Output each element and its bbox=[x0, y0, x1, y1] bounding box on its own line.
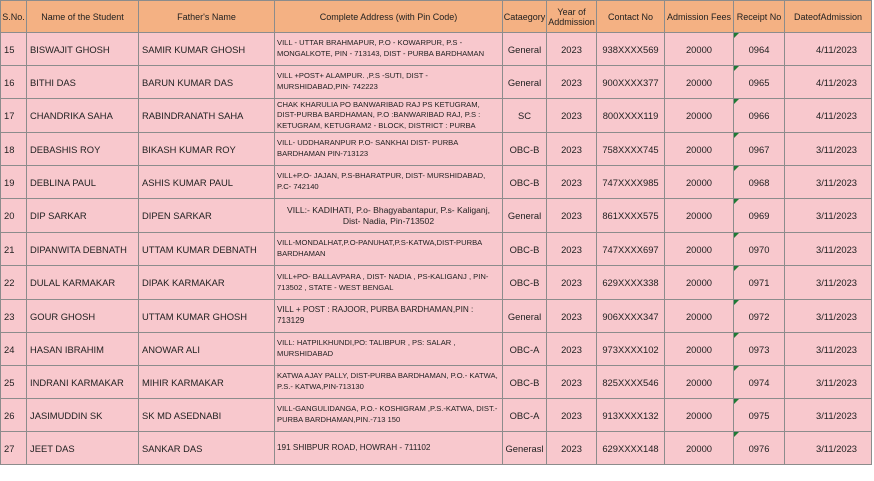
cell-receipt[interactable]: 0964 bbox=[734, 33, 785, 66]
col-header-name[interactable]: Name of the Student bbox=[27, 1, 139, 33]
cell-address[interactable] bbox=[275, 366, 503, 399]
cell-father[interactable]: SANKAR DAS bbox=[139, 432, 275, 465]
cell-receipt[interactable]: 0972 bbox=[734, 300, 785, 333]
cell-date[interactable]: 3/11/2023 bbox=[785, 366, 872, 399]
cell-name[interactable]: DEBASHIS ROY bbox=[27, 133, 139, 166]
cell-date[interactable]: 3/11/2023 bbox=[785, 233, 872, 266]
table-row bbox=[1, 133, 872, 166]
cell-address[interactable] bbox=[275, 432, 503, 465]
cell-category[interactable]: OBC-A bbox=[503, 399, 547, 432]
cell-date[interactable]: 3/11/2023 bbox=[785, 199, 872, 233]
cell-category[interactable]: OBC-B bbox=[503, 133, 547, 166]
cell-fees[interactable]: 20000 bbox=[665, 133, 734, 166]
cell-father[interactable]: UTTAM KUMAR DEBNATH bbox=[139, 233, 275, 266]
cell-father[interactable]: BIKASH KUMAR ROY bbox=[139, 133, 275, 166]
cell-receipt[interactable]: 0970 bbox=[734, 233, 785, 266]
cell-date[interactable]: 4/11/2023 bbox=[785, 66, 872, 99]
col-header-date[interactable]: DateofAdmission bbox=[785, 1, 872, 33]
cell-father[interactable]: BARUN KUMAR DAS bbox=[139, 66, 275, 99]
cell-father[interactable]: DIPAK KARMAKAR bbox=[139, 266, 275, 300]
cell-name[interactable]: JASIMUDDIN SK bbox=[27, 399, 139, 432]
cell-category[interactable]: General bbox=[503, 66, 547, 99]
cell-category[interactable]: OBC-B bbox=[503, 233, 547, 266]
cell-father[interactable]: UTTAM KUMAR GHOSH bbox=[139, 300, 275, 333]
cell-name[interactable]: JEET DAS bbox=[27, 432, 139, 465]
cell-date[interactable]: 3/11/2023 bbox=[785, 133, 872, 166]
cell-address[interactable] bbox=[275, 99, 503, 133]
cell-name[interactable]: DIPANWITA DEBNATH bbox=[27, 233, 139, 266]
cell-year[interactable]: 2023 bbox=[547, 133, 597, 166]
cell-sno[interactable]: 27 bbox=[1, 432, 27, 465]
cell-fees[interactable]: 20000 bbox=[665, 33, 734, 66]
table-row bbox=[1, 199, 872, 233]
address-text: VILL+PO- BALLAVPARA , DIST- NADIA , PS-KALIGANJ , PIN-713502 , STATE - WEST BENGAL bbox=[277, 271, 489, 292]
cell-fees[interactable]: 20000 bbox=[665, 99, 734, 133]
table-row bbox=[1, 366, 872, 399]
cell-date[interactable]: 3/11/2023 bbox=[785, 300, 872, 333]
cell-contact[interactable]: 861XXXX575 bbox=[597, 199, 665, 233]
cell-address[interactable] bbox=[275, 333, 503, 366]
cell-sno[interactable]: 24 bbox=[1, 333, 27, 366]
cell-year[interactable]: 2023 bbox=[547, 266, 597, 300]
cell-contact[interactable]: 906XXXX347 bbox=[597, 300, 665, 333]
cell-contact[interactable]: 629XXXX338 bbox=[597, 266, 665, 300]
cell-address[interactable] bbox=[275, 66, 503, 99]
cell-address[interactable] bbox=[275, 199, 503, 233]
cell-sno[interactable]: 16 bbox=[1, 66, 27, 99]
cell-fees[interactable]: 20000 bbox=[665, 432, 734, 465]
cell-name[interactable]: INDRANI KARMAKAR bbox=[27, 366, 139, 399]
address-text: VILL- UDDHARANPUR P.O- SANKHAI DIST- PURBA BARDHAMAN PIN-713123 bbox=[277, 138, 458, 158]
address-text: VILL+P.O- JAJAN, P.S-BHARATPUR, DIST- MURSHIDABAD, P.C- 742140 bbox=[277, 171, 486, 191]
address-text: VILL +POST+ ALAMPUR. ,P.S -SUTI, DIST - MURSHIDABAD,PIN- 742223 bbox=[277, 71, 428, 91]
cell-year[interactable]: 2023 bbox=[547, 99, 597, 133]
cell-receipt[interactable]: 0967 bbox=[734, 133, 785, 166]
cell-category[interactable]: Generasl bbox=[503, 432, 547, 465]
cell-year[interactable]: 2023 bbox=[547, 233, 597, 266]
cell-sno[interactable]: 17 bbox=[1, 99, 27, 133]
col-header-fees[interactable]: Admission Fees bbox=[665, 1, 734, 33]
col-header-father[interactable]: Father's Name bbox=[139, 1, 275, 33]
cell-fees[interactable]: 20000 bbox=[665, 166, 734, 199]
cell-contact[interactable]: 938XXXX569 bbox=[597, 33, 665, 66]
cell-year[interactable]: 2023 bbox=[547, 333, 597, 366]
cell-fees[interactable]: 20000 bbox=[665, 266, 734, 300]
table-row bbox=[1, 233, 872, 266]
cell-name[interactable]: BISWAJIT GHOSH bbox=[27, 33, 139, 66]
table-row bbox=[1, 66, 872, 99]
cell-father[interactable]: DIPEN SARKAR bbox=[139, 199, 275, 233]
cell-father[interactable]: RABINDRANATH SAHA bbox=[139, 99, 275, 133]
cell-category[interactable]: OBC-B bbox=[503, 266, 547, 300]
cell-contact[interactable]: 747XXXX697 bbox=[597, 233, 665, 266]
cell-date[interactable]: 3/11/2023 bbox=[785, 266, 872, 300]
cell-address[interactable] bbox=[275, 133, 503, 166]
col-header-contact[interactable]: Contact No bbox=[597, 1, 665, 33]
table-row bbox=[1, 300, 872, 333]
cell-receipt[interactable]: 0975 bbox=[734, 399, 785, 432]
cell-date[interactable]: 3/11/2023 bbox=[785, 399, 872, 432]
col-header-year[interactable]: Year of Addmission bbox=[547, 1, 597, 33]
table-row bbox=[1, 99, 872, 133]
cell-father[interactable]: ANOWAR ALI bbox=[139, 333, 275, 366]
cell-sno[interactable]: 15 bbox=[1, 33, 27, 66]
cell-category[interactable]: General bbox=[503, 33, 547, 66]
cell-year[interactable]: 2023 bbox=[547, 300, 597, 333]
cell-sno[interactable]: 22 bbox=[1, 266, 27, 300]
cell-fees[interactable]: 20000 bbox=[665, 300, 734, 333]
cell-contact[interactable]: 629XXXX148 bbox=[597, 432, 665, 465]
cell-date[interactable]: 3/11/2023 bbox=[785, 333, 872, 366]
cell-address[interactable] bbox=[275, 300, 503, 333]
cell-contact[interactable]: 800XXXX119 bbox=[597, 99, 665, 133]
cell-category[interactable]: OBC-A bbox=[503, 333, 547, 366]
table-row bbox=[1, 399, 872, 432]
cell-receipt[interactable]: 0971 bbox=[734, 266, 785, 300]
address-text: KATWA AJAY PALLY, DIST-PURBA BARDHAMAN, P.O.- KATWA, P.S.- KATWA,PIN-713130 bbox=[277, 371, 498, 391]
cell-date[interactable]: 3/11/2023 bbox=[785, 166, 872, 199]
cell-category[interactable]: General bbox=[503, 199, 547, 233]
address-text: VILL - UTTAR BRAHMAPUR, P.O - KOWARPUR, P.S - MONGALKOTE, PIN - 713143, DIST - PURBA BARDHAMAN bbox=[277, 38, 485, 58]
address-text: 191 SHIBPUR ROAD, HOWRAH - 711102 bbox=[277, 442, 431, 452]
cell-fees[interactable]: 20000 bbox=[665, 333, 734, 366]
cell-receipt[interactable]: 0976 bbox=[734, 432, 785, 465]
cell-address[interactable] bbox=[275, 233, 503, 266]
cell-receipt[interactable]: 0968 bbox=[734, 166, 785, 199]
table-row bbox=[1, 333, 872, 366]
cell-receipt[interactable]: 0974 bbox=[734, 366, 785, 399]
cell-name[interactable]: BITHI DAS bbox=[27, 66, 139, 99]
cell-name[interactable]: DULAL KARMAKAR bbox=[27, 266, 139, 300]
cell-category[interactable]: SC bbox=[503, 99, 547, 133]
cell-category[interactable]: General bbox=[503, 300, 547, 333]
cell-sno[interactable]: 25 bbox=[1, 366, 27, 399]
col-header-receipt[interactable]: Receipt No bbox=[734, 1, 785, 33]
cell-contact[interactable]: 825XXXX546 bbox=[597, 366, 665, 399]
cell-category[interactable]: OBC-B bbox=[503, 366, 547, 399]
cell-sno[interactable]: 20 bbox=[1, 199, 27, 233]
cell-fees[interactable]: 20000 bbox=[665, 233, 734, 266]
cell-fees[interactable]: 20000 bbox=[665, 199, 734, 233]
cell-name[interactable]: CHANDRIKA SAHA bbox=[27, 99, 139, 133]
address-text: VILL-GANGULIDANGA, P.O.- KOSHIGRAM ,P.S.-KATWA, DIST.-PURBA BARDHAMAN,PIN.-713 150 bbox=[277, 404, 498, 424]
cell-contact[interactable]: 973XXXX102 bbox=[597, 333, 665, 366]
col-header-sno[interactable]: S.No. bbox=[1, 1, 27, 33]
cell-sno[interactable]: 19 bbox=[1, 166, 27, 199]
cell-father[interactable]: MIHIR KARMAKAR bbox=[139, 366, 275, 399]
cell-father[interactable]: SAMIR KUMAR GHOSH bbox=[139, 33, 275, 66]
table-row bbox=[1, 33, 872, 66]
cell-address[interactable] bbox=[275, 266, 503, 300]
address-text: VILL + POST : RAJOOR, PURBA BARDHAMAN,PIN : 713129 bbox=[277, 305, 474, 325]
cell-category[interactable]: OBC-B bbox=[503, 166, 547, 199]
cell-sno[interactable]: 21 bbox=[1, 233, 27, 266]
cell-sno[interactable]: 23 bbox=[1, 300, 27, 333]
col-header-address[interactable]: Complete Address (with Pin Code) bbox=[275, 1, 503, 33]
address-text: VILL-MONDALHAT,P.O-PANUHAT,P.S-KATWA,DIST-PURBA BARDHAMAN bbox=[277, 238, 482, 258]
cell-name[interactable]: HASAN IBRAHIM bbox=[27, 333, 139, 366]
cell-receipt[interactable]: 0973 bbox=[734, 333, 785, 366]
cell-name[interactable]: DEBLINA PAUL bbox=[27, 166, 139, 199]
address-text: CHAK KHARULIA PO BANWARIBAD RAJ PS KETUGRAM, DIST-PURBA BARDHAMAN, P.O :BANWARIBAD RAJ, P.S : KETUGRAM, KETUGRAM2 - BLOCK, DISTRICT : PURBA bbox=[277, 99, 481, 130]
cell-year[interactable]: 2023 bbox=[547, 199, 597, 233]
cell-contact[interactable]: 758XXXX745 bbox=[597, 133, 665, 166]
table-row bbox=[1, 166, 872, 199]
cell-receipt[interactable]: 0965 bbox=[734, 66, 785, 99]
cell-sno[interactable]: 26 bbox=[1, 399, 27, 432]
table-row bbox=[1, 266, 872, 300]
cell-father[interactable]: SK MD ASEDNABI bbox=[139, 399, 275, 432]
cell-year[interactable]: 2023 bbox=[547, 166, 597, 199]
table-row bbox=[1, 432, 872, 465]
col-header-category[interactable]: Cataegory bbox=[503, 1, 547, 33]
cell-year[interactable]: 2023 bbox=[547, 33, 597, 66]
address-text: VILL: HATPILKHUNDI,PO: TALIBPUR , PS: SALAR , MURSHIDABAD bbox=[277, 338, 456, 358]
cell-year[interactable]: 2023 bbox=[547, 399, 597, 432]
cell-date[interactable]: 4/11/2023 bbox=[785, 33, 872, 66]
cell-year[interactable]: 2023 bbox=[547, 432, 597, 465]
cell-year[interactable]: 2023 bbox=[547, 366, 597, 399]
cell-year[interactable]: 2023 bbox=[547, 66, 597, 99]
cell-address[interactable] bbox=[275, 33, 503, 66]
cell-address[interactable] bbox=[275, 166, 503, 199]
header-row bbox=[1, 1, 872, 33]
cell-contact[interactable]: 913XXXX132 bbox=[597, 399, 665, 432]
cell-name[interactable]: DIP SARKAR bbox=[27, 199, 139, 233]
cell-contact[interactable]: 747XXXX985 bbox=[597, 166, 665, 199]
cell-name[interactable]: GOUR GHOSH bbox=[27, 300, 139, 333]
cell-receipt[interactable]: 0966 bbox=[734, 99, 785, 133]
cell-father[interactable]: ASHIS KUMAR PAUL bbox=[139, 166, 275, 199]
cell-sno[interactable]: 18 bbox=[1, 133, 27, 166]
cell-fees[interactable]: 20000 bbox=[665, 366, 734, 399]
cell-fees[interactable]: 20000 bbox=[665, 399, 734, 432]
address-text: VILL:- KADIHATI, P.o- Bhagyabantapur, P.s- Kaliganj, Dist- Nadia, Pin-713502 bbox=[286, 204, 491, 226]
cell-contact[interactable]: 900XXXX377 bbox=[597, 66, 665, 99]
cell-date[interactable]: 4/11/2023 bbox=[785, 99, 872, 133]
cell-fees[interactable]: 20000 bbox=[665, 66, 734, 99]
cell-address[interactable] bbox=[275, 399, 503, 432]
cell-date[interactable]: 3/11/2023 bbox=[785, 432, 872, 465]
cell-receipt[interactable]: 0969 bbox=[734, 199, 785, 233]
